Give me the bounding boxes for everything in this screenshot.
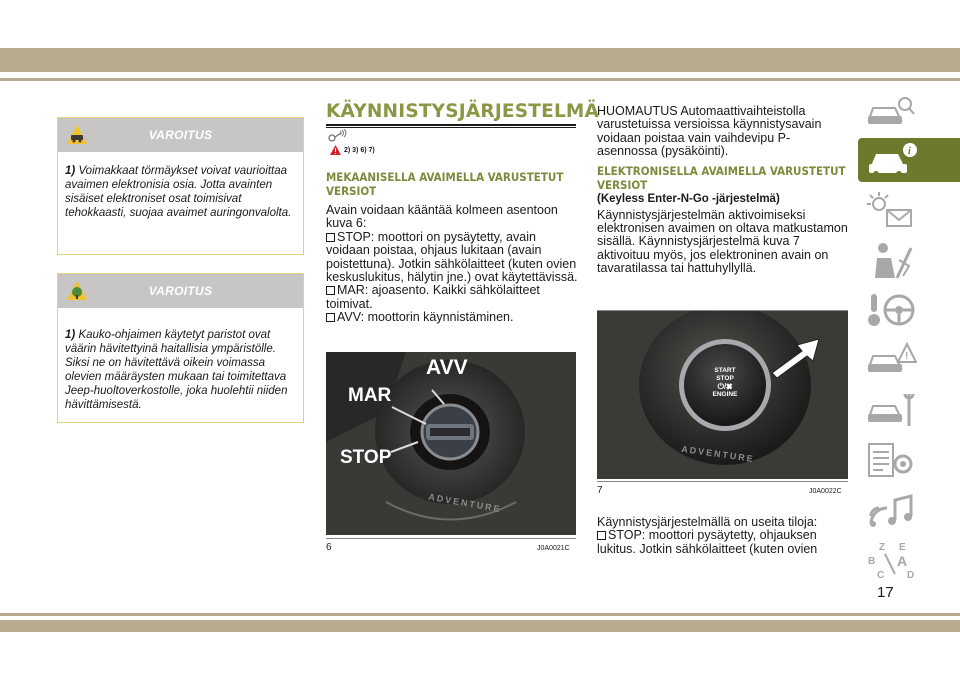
- figure-6-ignition-key-photo: [326, 352, 576, 535]
- power-icon: ⏻/✖: [717, 382, 733, 391]
- list-item: [326, 231, 578, 285]
- chapter-tab-technical-data[interactable]: [858, 438, 960, 482]
- figure-7-start-button-photo: [597, 311, 848, 479]
- chapter-tab-vehicle-info[interactable]: [858, 138, 960, 182]
- svg-text:i: i: [908, 146, 911, 157]
- figure-number: 7: [597, 485, 603, 496]
- mechanical-heading-line1: MEKAANISELLA AVAIMELLA VARUSTETUT: [326, 170, 564, 184]
- footer-rule: [0, 613, 960, 616]
- svg-text:E: E: [899, 542, 906, 553]
- media-connectivity-icon: [865, 490, 917, 530]
- caption-rule: [326, 538, 576, 539]
- electronic-heading-line1: ELEKTRONISELLA AVAIMELLA VARUSTETUT: [597, 163, 846, 178]
- warning-number: 1): [65, 329, 76, 341]
- list-item-text: MAR: ajoasento. Kaikki sähkölaitteet toimivat.: [326, 283, 540, 311]
- footer-band: [0, 620, 960, 632]
- warning-number: 1): [65, 165, 76, 177]
- car-wrench-icon: [865, 390, 917, 430]
- chapter-tab-starting-driving[interactable]: [858, 288, 960, 332]
- header-rule: [0, 78, 960, 81]
- header-band: [0, 48, 960, 72]
- list-item: [326, 284, 578, 311]
- key-steering-wheel-icon: [865, 290, 917, 330]
- automatic-note: HUOMAUTUS Automaattivaihteistolla varustetuissa versioissa käynnistysavain voidaan poistaa vain vaihdevipu P-asennossa (pysäköinti).: [597, 104, 822, 159]
- states-intro: Käynnistysjärjestelmällä on useita tiloja:: [597, 515, 818, 529]
- chapter-tab-maintenance[interactable]: [858, 388, 960, 432]
- chapter-tab-multimedia[interactable]: [858, 488, 960, 532]
- chapter-tab-emergency[interactable]: [858, 338, 960, 382]
- warning-box-keys: [57, 117, 304, 255]
- page-number: 17: [877, 584, 894, 601]
- ring-text: ADVENTURE: [680, 443, 756, 465]
- button-text: STOP: [716, 375, 734, 382]
- ring-text: ADVENTURE: [427, 491, 503, 515]
- spec-sheet-gear-icon: [865, 440, 917, 480]
- chapter-tab-safety[interactable]: [858, 238, 960, 282]
- svg-text:D: D: [907, 570, 915, 580]
- mechanical-heading-line2: VERSIOT: [326, 184, 377, 198]
- warning-title: VAROITUS: [148, 128, 213, 142]
- list-item-text: STOP: moottori pysäytetty, ohjauksen lukitus. Jotkin sähkölaitteet (kuten ovien: [597, 528, 818, 556]
- figure-code: J0A0022C: [809, 488, 842, 495]
- chapter-tab-dashboard[interactable]: [858, 90, 960, 134]
- section-title: KÄYNNISTYSJÄRJESTELMÄ: [326, 101, 600, 122]
- figure-code: J0A0021C: [537, 545, 570, 552]
- chapter-tab-lights-messages[interactable]: [858, 188, 960, 232]
- warning-title: VAROITUS: [148, 284, 213, 298]
- svg-text:C: C: [877, 570, 885, 580]
- warning-body: Kauko-ohjaimen käytetyt paristot ovat väärin hävitettyinä haitallisia ympäristölle. Siksi ne on hävitettävä oikein voimassa olevien määräysten mukaan tai toimitettava Jeep-huoltoverkostolle, joka huolehtii niiden hävittämisestä.: [65, 329, 288, 411]
- checkbox-bullet-icon: [326, 313, 335, 322]
- warning-references: [330, 145, 375, 155]
- svg-text:!: !: [905, 351, 909, 362]
- warning-text: [58, 308, 303, 424]
- warning-triangle-icon: [330, 145, 341, 155]
- list-item-text: STOP: moottori on pysäytetty, avain voidaan poistaa, ohjaus lukitaan (avain poistettuna). Jotkin sähkölaitteet (kuten ovien keskuslukitus, hälytin jne.) ovat käytettävissä.: [326, 229, 578, 285]
- checkbox-bullet-icon: [326, 233, 335, 242]
- electronic-paragraph: Käynnistysjärjestelmän aktivoimiseksi elektronisen avaimen on oltava matkustamon sisällä. Käynnistysjärjestelmä kuva 7 aktivoituu myös, jos elektroninen avain on tavaratilassa tai hattuhyllyllä.: [597, 207, 848, 276]
- electronic-key-section: [597, 105, 849, 276]
- chapter-tab-index[interactable]: [858, 538, 960, 582]
- car-info-icon: [865, 140, 917, 180]
- electronic-heading-line2: VERSIOT: [597, 177, 648, 192]
- svg-text:A: A: [897, 553, 908, 569]
- start-stop-engine-button: [707, 367, 743, 399]
- list-item: [597, 529, 849, 556]
- car-search-icon: [865, 92, 917, 132]
- checkbox-bullet-icon: [597, 531, 606, 540]
- warning-box-batteries: [57, 273, 304, 423]
- label-avv: AVV: [426, 356, 468, 379]
- seatbelt-safety-icon: [865, 240, 917, 280]
- caption-rule: [597, 481, 848, 482]
- checkbox-bullet-icon: [326, 286, 335, 295]
- label-mar: MAR: [348, 385, 392, 406]
- label-stop: STOP: [340, 447, 392, 468]
- warning-header: [58, 118, 303, 152]
- mechanical-intro: Avain voidaan kääntää kolmeen asentoon kuva 6:: [326, 203, 558, 231]
- svg-text:Z: Z: [879, 542, 886, 553]
- figure-number: 6: [326, 542, 332, 553]
- alphabetical-index-icon: [865, 540, 917, 580]
- car-breakdown-icon: [865, 340, 917, 380]
- warning-body: Voimakkaat törmäykset voivat vaurioittaa avaimen elektronisia osia. Jotta avainten sisäiset elektroniset osat toimisivat tehokkaasti, suojaa avaimet auringonvalolta.: [65, 165, 292, 219]
- button-text: START: [714, 367, 736, 374]
- warning-header: [58, 274, 303, 308]
- warning-light-message-icon: [865, 190, 917, 230]
- title-rule: [326, 124, 576, 126]
- reference-numbers: 2) 3) 6) 7): [344, 146, 375, 154]
- list-item: [326, 311, 578, 324]
- mechanical-key-section: [326, 170, 578, 325]
- electronic-subheading: (Keyless Enter-N-Go -järjestelmä): [597, 192, 780, 205]
- list-item-text: AVV: moottorin käynnistäminen.: [337, 310, 514, 325]
- svg-text:B: B: [868, 556, 876, 567]
- key-symbol-icon: [327, 129, 349, 143]
- button-text: ENGINE: [712, 391, 738, 398]
- warning-text: [58, 152, 303, 232]
- title-subrule: [326, 127, 576, 128]
- startup-states: [597, 516, 849, 556]
